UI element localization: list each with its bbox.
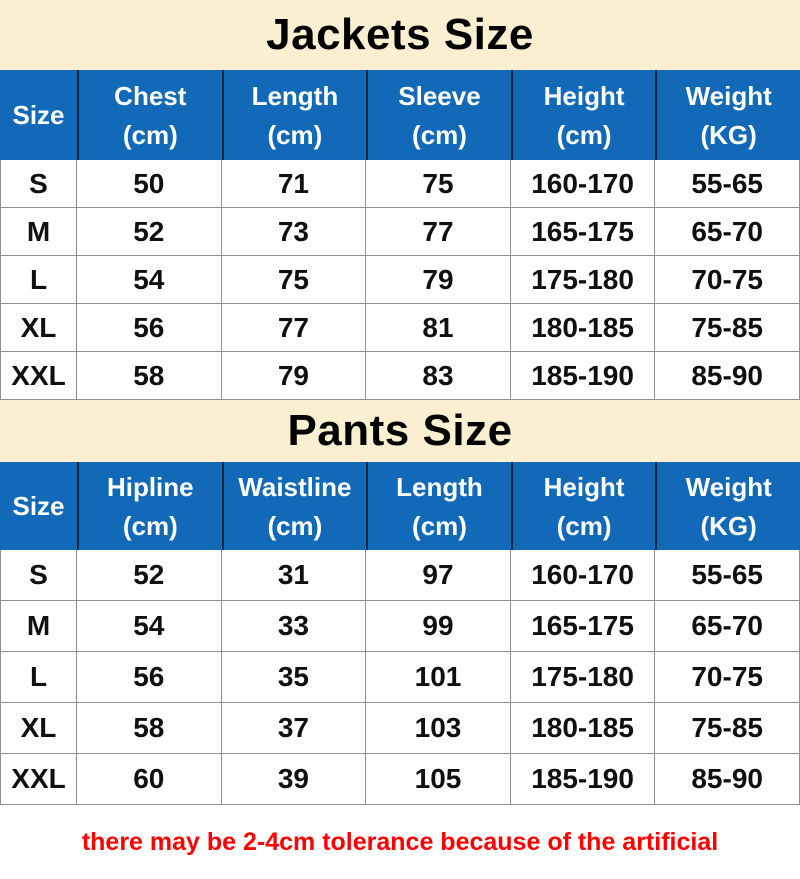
- hipline-cell: 58: [77, 703, 222, 753]
- header-cell-size: [0, 462, 77, 550]
- header-unit: (cm): [412, 510, 467, 541]
- footer-note-band: [0, 805, 800, 879]
- weight-cell: 55-65: [655, 550, 800, 600]
- jackets-title-band: [0, 0, 800, 70]
- header-unit: (cm): [122, 510, 178, 541]
- waistline-cell: 39: [222, 754, 367, 804]
- chest-cell: 52: [77, 208, 222, 255]
- chest-cell: 50: [77, 160, 222, 207]
- header-unit: (cm): [267, 510, 323, 541]
- size-cell: M: [1, 601, 77, 651]
- size-cell: XXL: [1, 352, 77, 399]
- size-cell: L: [1, 256, 77, 303]
- weight-cell: 85-90: [655, 352, 800, 399]
- size-cell: L: [1, 652, 77, 702]
- pants-title: Pants Size: [287, 406, 513, 455]
- jackets-title: Jackets Size: [266, 10, 534, 59]
- chest-cell: 54: [77, 256, 222, 303]
- size-cell: S: [1, 160, 77, 207]
- sleeve-cell: 81: [366, 304, 511, 351]
- sleeve-cell: 79: [366, 256, 511, 303]
- table-row: [1, 652, 800, 703]
- header-cell-weight: [655, 70, 800, 160]
- header-label: Size: [12, 100, 65, 130]
- header-cell-weight: [655, 462, 800, 550]
- header-label: Height: [543, 471, 625, 502]
- header-unit: (cm): [122, 119, 178, 150]
- header-label: Size: [12, 491, 65, 521]
- weight-cell: 70-75: [655, 256, 800, 303]
- hipline-cell: 54: [77, 601, 222, 651]
- header-cell-length: [222, 70, 367, 160]
- jackets-body: [0, 160, 800, 400]
- header-label: Height: [543, 80, 625, 111]
- header-label: Weight: [685, 471, 772, 502]
- table-row: [1, 304, 800, 352]
- header-cell-size: [0, 70, 77, 160]
- length-cell: 99: [366, 601, 511, 651]
- header-label: Waistline: [238, 471, 352, 502]
- hipline-cell: 56: [77, 652, 222, 702]
- sleeve-cell: 83: [366, 352, 511, 399]
- size-cell: XXL: [1, 754, 77, 804]
- weight-cell: 70-75: [655, 652, 800, 702]
- height-cell: 160-170: [511, 550, 656, 600]
- header-unit: (KG): [700, 119, 757, 150]
- table-row: [1, 160, 800, 208]
- header-cell-chest: [77, 70, 222, 160]
- header-cell-length: [366, 462, 511, 550]
- waistline-cell: 31: [222, 550, 367, 600]
- header-label: Length: [396, 471, 483, 502]
- length-cell: 105: [366, 754, 511, 804]
- length-cell: 71: [222, 160, 367, 207]
- header-unit: (cm): [267, 119, 323, 150]
- sleeve-cell: 75: [366, 160, 511, 207]
- height-cell: 175-180: [511, 652, 656, 702]
- chest-cell: 56: [77, 304, 222, 351]
- header-cell-height: [511, 462, 656, 550]
- header-cell-height: [511, 70, 656, 160]
- length-cell: 79: [222, 352, 367, 399]
- height-cell: 165-175: [511, 208, 656, 255]
- weight-cell: 75-85: [655, 703, 800, 753]
- waistline-cell: 35: [222, 652, 367, 702]
- length-cell: 75: [222, 256, 367, 303]
- header-cell-waistline: [222, 462, 367, 550]
- height-cell: 185-190: [511, 754, 656, 804]
- pants-header-row: [0, 462, 800, 550]
- header-unit: (cm): [556, 510, 612, 541]
- waistline-cell: 37: [222, 703, 367, 753]
- size-cell: S: [1, 550, 77, 600]
- height-cell: 185-190: [511, 352, 656, 399]
- jackets-header-row: [0, 70, 800, 160]
- header-cell-sleeve: [366, 70, 511, 160]
- table-row: [1, 256, 800, 304]
- height-cell: 180-185: [511, 703, 656, 753]
- length-cell: 103: [366, 703, 511, 753]
- length-cell: 77: [222, 304, 367, 351]
- header-unit: (KG): [700, 510, 757, 541]
- table-row: [1, 352, 800, 400]
- header-unit: (cm): [556, 119, 612, 150]
- hipline-cell: 60: [77, 754, 222, 804]
- pants-body: [0, 550, 800, 805]
- table-row: [1, 208, 800, 256]
- height-cell: 175-180: [511, 256, 656, 303]
- length-cell: 101: [366, 652, 511, 702]
- table-row: [1, 601, 800, 652]
- weight-cell: 55-65: [655, 160, 800, 207]
- size-cell: M: [1, 208, 77, 255]
- table-row: [1, 550, 800, 601]
- pants-table: [0, 400, 800, 805]
- waistline-cell: 33: [222, 601, 367, 651]
- header-label: Sleeve: [398, 80, 481, 111]
- pants-title-band: [0, 400, 800, 462]
- header-cell-hipline: [77, 462, 222, 550]
- height-cell: 180-185: [511, 304, 656, 351]
- header-label: Length: [251, 80, 339, 111]
- length-cell: 97: [366, 550, 511, 600]
- hipline-cell: 52: [77, 550, 222, 600]
- length-cell: 73: [222, 208, 367, 255]
- weight-cell: 85-90: [655, 754, 800, 804]
- tolerance-note: there may be 2-4cm tolerance because of the artificial: [81, 827, 719, 856]
- jackets-table: [0, 0, 800, 400]
- header-label: Hipline: [106, 471, 194, 502]
- weight-cell: 65-70: [655, 601, 800, 651]
- header-unit: (cm): [412, 119, 467, 150]
- header-label: Chest: [114, 80, 187, 111]
- size-cell: XL: [1, 304, 77, 351]
- sleeve-cell: 77: [366, 208, 511, 255]
- chest-cell: 58: [77, 352, 222, 399]
- size-cell: XL: [1, 703, 77, 753]
- weight-cell: 65-70: [655, 208, 800, 255]
- table-row: [1, 703, 800, 754]
- height-cell: 165-175: [511, 601, 656, 651]
- weight-cell: 75-85: [655, 304, 800, 351]
- header-label: Weight: [685, 80, 772, 111]
- table-row: [1, 754, 800, 805]
- height-cell: 160-170: [511, 160, 656, 207]
